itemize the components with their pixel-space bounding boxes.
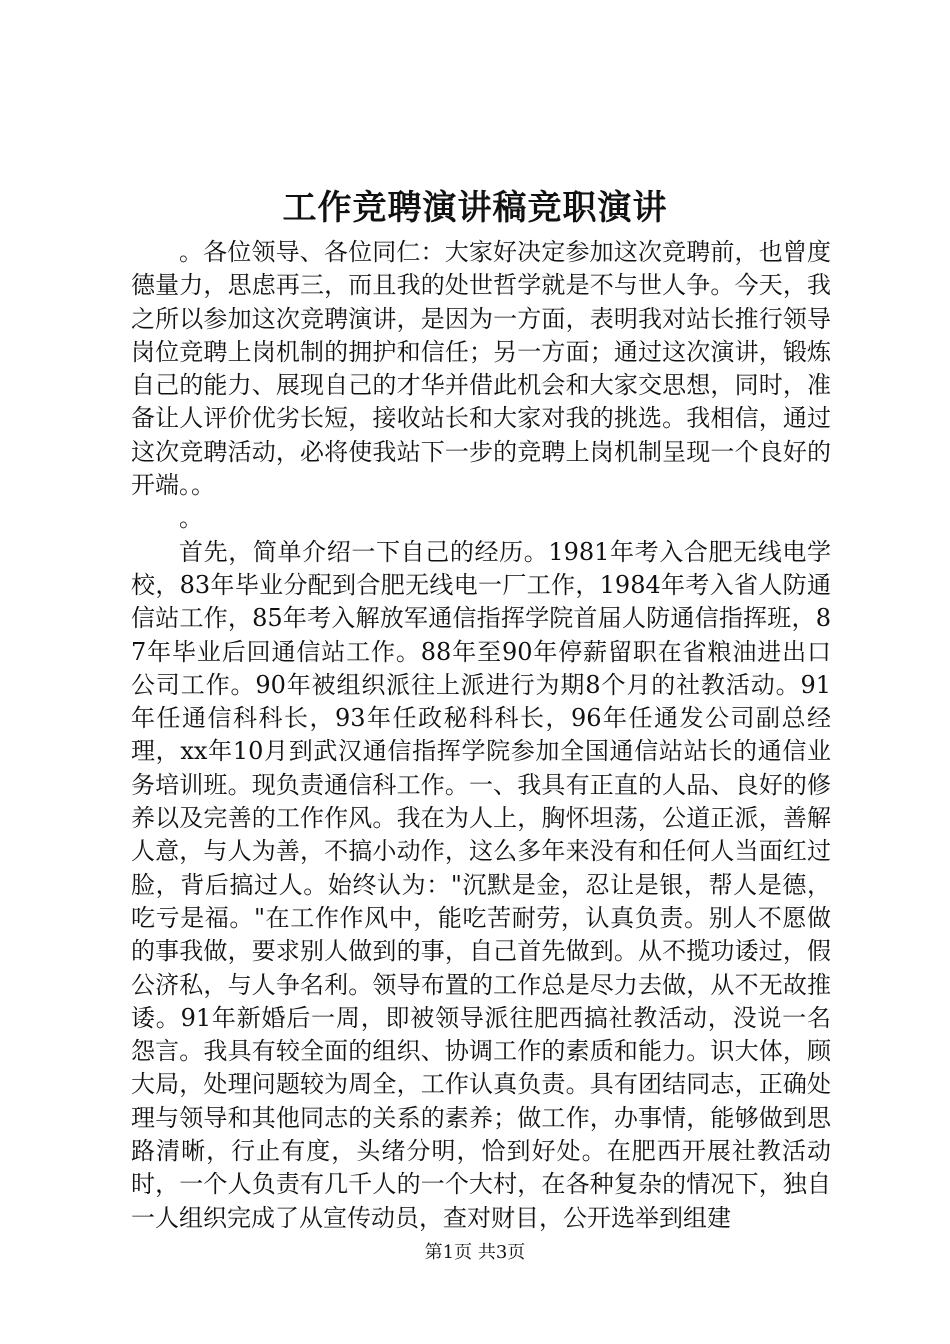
paragraph-experience: 首先，简单介绍一下自己的经历。1981年考入合肥无线电学校，83年毕业分配到合肥无线电一厂工作，1984年考入省人防通信站工作，85年考入解放军通信指挥学院首届人防通信指挥班，87年毕业后回通信站工作。88年至90年停薪留职在省粮油进出口公司工作。90年被组织派往上派进行为期8个月的社教活动。91年任通信科科长，93年任政秘科科长，96年任通发公司副总经理，xx年10月到武汉通信指挥学院参加全国通信站站长的通信业务培训班。现负责通信科工作。一、我具有正直的人品、良好的修养以及完善的工作作风。我在为人上，胸怀坦荡，公道正派，善解人意，与人为善，不搞小动作，这么多年来没有和任何人当面红过脸，背后搞过人。始终认为："沉默是金，忍让是银，帮人是德，吃亏是福。"在工作作风中，能吃苦耐劳，认真负责。别人不愿做的事我做，要求别人做到的事，自己首先做到。从不揽功诿过，假公济私，与人争名利。领导布置的工作总是尽力去做，从不无故推诿。91年新婚后一周，即被领导派往肥西搞社教活动，没说一名怨言。我具有较全面的组织、协调工作的素质和能力。识大体，顾大局，处理问题较为周全，工作认真负责。具有团结同志，正确处理与领导和其他同志的关系的素养；做工作，办事情，能够做到思路清晰，行止有度，头绪分明，恰到好处。在肥西开展社教活动时，一个人负责有几千人的一个大村，在各种复杂的情况下，独自一人组织完成了从宣传动员，查对财目，公开选举到组建 (131, 537, 831, 1232)
page-number-footer: 第1页 共3页 (424, 1242, 526, 1263)
paragraph-separator: 。 (179, 504, 203, 533)
paragraph-intro: 。各位领导、各位同仁：大家好决定参加这次竞聘前，也曾度德量力，思虑再三，而且我的处世哲学就是不与世人争。今天，我之所以参加这次竞聘演讲，是因为一方面，表明我对站长推行领导岗位竞聘上岗机制的拥护和信任；另一方面；通过这次演讲，锻炼自己的能力、展现自己的才华并借此机会和大家交思想，同时，准备让人评价优劣长短，接收站长和大家对我的挑选。我相信，通过这次竞聘活动，必将使我站下一步的竞聘上岗机制呈现一个良好的开端。。 (131, 238, 831, 500)
document-body (131, 236, 831, 1235)
document-title: 工作竞聘演讲稿竞职演讲 (282, 188, 668, 228)
